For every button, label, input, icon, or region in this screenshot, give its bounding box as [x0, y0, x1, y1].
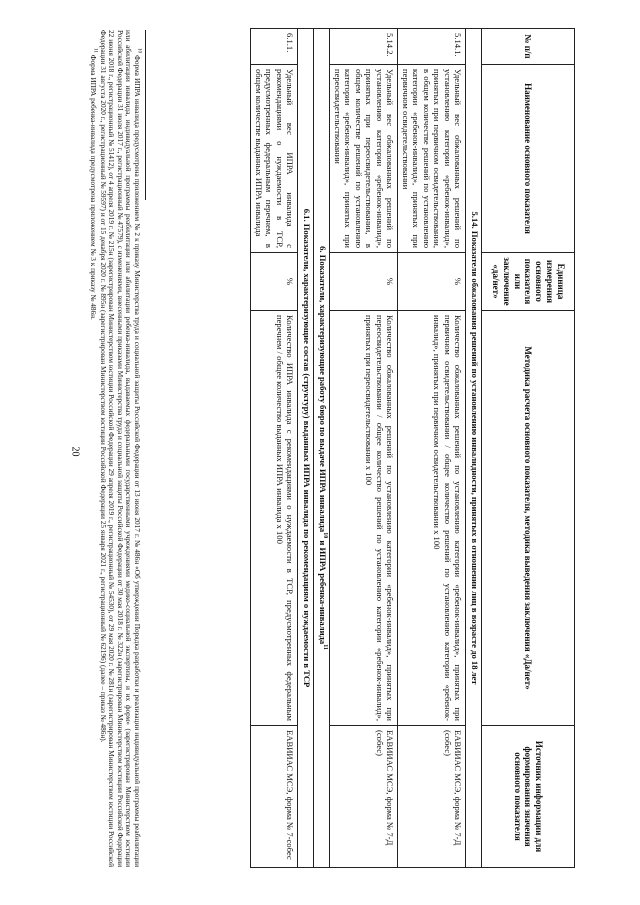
- row-name: Удельный вес обжалованных решений по установлению категории «ребенок-инвалид», принятых при первичном освидетельствовании, в общем количестве решений по установлению категории «ребенок-инвалид», принятых при первичном освидетельствовании: [398, 65, 466, 253]
- page-number: 20: [69, 446, 81, 457]
- row-source: ЕАВИИАС МСЭ, форма № 7-Д (собес): [330, 726, 398, 868]
- footnote-mark: 10: [136, 48, 143, 54]
- row-unit: %: [251, 253, 298, 311]
- footnote-mark: 11: [92, 48, 99, 53]
- section-6-text-mid: и ИПРА ребенка-инвалида: [318, 538, 329, 645]
- row-method: Количество ИПРА инвалида с рекомендациями о нуждаемости в ТСР, предусмотренных федеральным перечнем / общее количество выданных ИПРА инвалида x 100: [251, 311, 298, 726]
- indicators-table: [250, 28, 575, 868]
- footnote-11: [88, 30, 97, 867]
- section-6-text: 6. Показатели, характеризующие работу бюро по выдаче ИПРА инвалида: [318, 246, 329, 533]
- header-name: Наименование основного показателя: [482, 65, 575, 253]
- row-num: 5.14.1.: [398, 29, 466, 65]
- footnotes: [87, 30, 146, 867]
- section-row: [314, 29, 330, 868]
- table-row: [330, 29, 398, 868]
- footnote-text: Форма ИПРА инвалида предусмотрена приложением № 2 к приказу Министерства труда и социальной защиты Российской Федерации от 13 июня 2017 г. № 486н «Об утверждении Порядка разработки и реализации индивидуальной программы реабилитации или абилитации инвалида, индивидуальной программы реабилитации или абилитации ребенка-инвалида, выдаваемых федеральными государственными учреждениями медико-социальной экспертизы, и их форм» (зарегистрирован Министерством юстиции Российской Федерации 31 июля 2017 г., регистрационный № 47579), с изменениями, внесенными приказами Министерства труда и социальной защиты Российской Федерации от 30 мая 2018 г. № 322н (зарегистрирован Министерством юстиции Российской Федерации 22 июня 2018 г., регистрационный № 51412), от 4 апреля 2019 г. № 215н (зарегистрирован Министерством юстиции Российской Федерации 29 апреля 2019 г., регистрационный № 54530), от 29 мая 2020 г. № 281н (зарегистрирован Министерством юстиции Российской Федерации 31 августа 2020 г., регистрационный № 59597) и от 15 декабря 2020 г. № 895н (зарегистрирован Министерством юстиции Российской Федерации 25 января 2021 г., регистрационный № 62196) (далее – приказ № 486н).: [98, 30, 142, 867]
- header-num: № п/п: [482, 29, 575, 65]
- row-source: ЕАВИИАС МСЭ, форма № 7-Д (собес): [398, 726, 466, 868]
- row-unit: %: [398, 253, 466, 311]
- footnote-ref-11: 11: [322, 644, 329, 650]
- footnote-text: Форма ИПРА ребенка-инвалида предусмотрена приложением № 3 к приказу № 486н.: [88, 52, 98, 320]
- row-method: Количество обжалованных решений по установлению категории «ребенок-инвалид», принятых при первичном освидетельствовании / общее количество решений по установлению категории «ребенок-инвалид», принятых при первичном освидетельствовании x 100: [398, 311, 466, 726]
- footnote-ref-10: 10: [322, 532, 329, 539]
- section-row: [298, 29, 314, 868]
- footnote-divider: [145, 30, 146, 200]
- table-header-row: [482, 29, 575, 868]
- row-num: 5.14.2.: [330, 29, 398, 65]
- section-6-title: [314, 29, 330, 868]
- footnote-10: [98, 30, 141, 867]
- section-5-14-title: 5.14. Показатели обжалования решений по установлению инвалидности, принятых в отношении лиц в возрасте до 18 лет: [466, 29, 482, 868]
- header-source: Источник информации для формирования значения основного показателя: [482, 726, 575, 868]
- row-source: ЕАВИИАС МСЭ, форма № 7-собес: [251, 726, 298, 868]
- row-name: Удельный вес ИПРА инвалида с рекомендациями о нуждаемости в ТСР, предусмотренных федеральным перечнем, в общем количестве выданных ИПРА инвалида: [251, 65, 298, 253]
- header-method: Методика расчета основного показателя, методика выведения заключения «Да/нет»: [482, 311, 575, 726]
- header-unit: Единица измерения основного показателя или заключение «да/нет»: [482, 253, 575, 311]
- row-num: 6.1.1.: [251, 29, 298, 65]
- row-method: Количество обжалованных решений по установлению категории «ребенок-инвалид», принятых при переосвидетельствовании / общее количество решений по установлению категории «ребенок-инвалид», принятых при переосвидетельствовании x 100: [330, 311, 398, 726]
- section-row: [466, 29, 482, 868]
- table-row: [398, 29, 466, 868]
- row-unit: %: [330, 253, 398, 311]
- row-name: Удельный вес обжалованных решений по установлению категории «ребенок-инвалид», принятых при переосвидетельствовании, в общем количестве решений по установлению категории «ребенок-инвалид», принятых при переосвидетельствовании: [330, 65, 398, 253]
- table-row: [251, 29, 298, 868]
- section-6-1-title: 6.1. Показатели, характеризующие состав (структуру) выданных ИПРА инвалида по рекомендациям о нуждаемости в ТСР: [298, 29, 314, 868]
